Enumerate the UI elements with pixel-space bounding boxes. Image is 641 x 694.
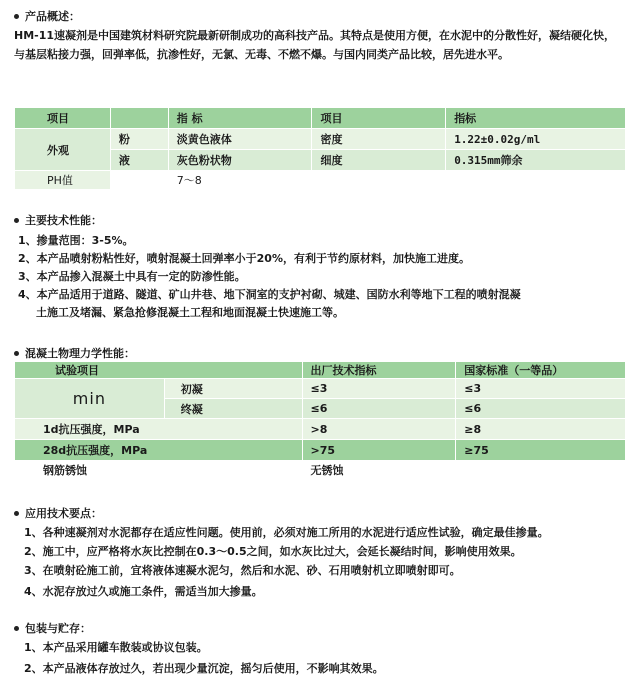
index-cell: 1.22±0.02g/ml bbox=[446, 129, 626, 150]
tech-heading bbox=[14, 212, 102, 228]
ph-label: PH值 bbox=[15, 171, 111, 190]
form-cell: 液 bbox=[110, 150, 168, 171]
overview-heading bbox=[14, 8, 80, 24]
bullet-icon bbox=[14, 626, 19, 631]
factory-cell: >75 bbox=[302, 440, 456, 461]
list-item: 3、在喷射砼施工前，宜将液体速凝水泥匀，然后和水泥、砂、石用喷射机立即喷射即可。 bbox=[24, 564, 461, 577]
list-item: 2、本产品喷射粉粘性好，喷射混凝土回弹率小于20%，有利于节约原材料，加快施工进度。 bbox=[18, 252, 470, 265]
table-row bbox=[15, 379, 626, 399]
national-cell: ≤3 bbox=[456, 379, 626, 399]
pack-heading bbox=[14, 620, 91, 636]
table-row bbox=[15, 461, 626, 480]
overview-heading-text: 产品概述： bbox=[25, 10, 80, 23]
factory-cell: 无锈蚀 bbox=[302, 461, 456, 480]
national-cell bbox=[456, 461, 626, 480]
item-cell: 细度 bbox=[312, 150, 446, 171]
item-cell: 密度 bbox=[312, 129, 446, 150]
factory-cell: ≤3 bbox=[302, 379, 456, 399]
table-row bbox=[15, 419, 626, 440]
mech-heading bbox=[14, 345, 135, 361]
app-heading bbox=[14, 505, 102, 521]
mechanical-header-row bbox=[15, 362, 626, 379]
set-label: 初凝 bbox=[164, 379, 302, 399]
form-cell: 粉 bbox=[110, 129, 168, 150]
overview-text: HM-11速凝剂是中国建筑材料研究院最新研制成功的高科技产品。其特点是使用方便，在水泥中的分散性好，凝结硬化快，与基层粘接力强，回弹率低，抗渗性好，无氯、无毒、不燃不爆。与国内同类产品比较，居先进水平。 bbox=[14, 29, 616, 61]
header-index: 指 标 bbox=[168, 108, 312, 129]
value-cell: 灰色粉状物 bbox=[168, 150, 312, 171]
header-item-2: 项目 bbox=[312, 108, 446, 129]
list-item: 土施工及堵漏、紧急抢修混凝土工程和地面混凝土快速施工等。 bbox=[36, 306, 344, 319]
list-item: 1、本产品采用罐车散装或协议包装。 bbox=[24, 641, 208, 654]
ph-value: 7～8 bbox=[168, 171, 312, 190]
national-cell: ≥75 bbox=[456, 440, 626, 461]
bullet-icon bbox=[14, 511, 19, 516]
list-item: 1、各种速凝剂对水泥都存在适应性问题。使用前，必须对施工所用的水泥进行适应性试验，确定最佳掺量。 bbox=[24, 526, 549, 539]
table-row bbox=[15, 129, 626, 150]
table-row bbox=[15, 171, 626, 190]
header-item: 项目 bbox=[15, 108, 111, 129]
properties-header-row bbox=[15, 108, 626, 129]
bullet-icon bbox=[14, 351, 19, 356]
header-national: 国家标准（一等品） bbox=[456, 362, 626, 379]
properties-table bbox=[14, 107, 626, 190]
row-label: 钢筋锈蚀 bbox=[15, 461, 303, 480]
header-test-item: 试验项目 bbox=[15, 362, 303, 379]
row-label: 1d抗压强度，MPa bbox=[15, 419, 303, 440]
mech-heading-text: 混凝土物理力学性能： bbox=[25, 347, 135, 360]
header-index-2: 指标 bbox=[446, 108, 626, 129]
set-label: 终凝 bbox=[164, 399, 302, 419]
list-item: 4、本产品适用于道路、隧道、矿山井巷、地下洞室的支护衬砌、城建、国防水利等地下工程的喷射混凝 bbox=[18, 288, 521, 301]
row-label: 28d抗压强度，MPa bbox=[15, 440, 303, 461]
national-cell: ≥8 bbox=[456, 419, 626, 440]
pack-heading-text: 包装与贮存： bbox=[25, 622, 91, 635]
table-row bbox=[15, 440, 626, 461]
bullet-icon bbox=[14, 218, 19, 223]
mechanical-table bbox=[14, 361, 626, 480]
list-item: 2、施工中，应严格将水灰比控制在0.3～0.5之间，如水灰比过大，会延长凝结时间，影响使用效果。 bbox=[24, 545, 522, 558]
value-cell: 淡黄色液体 bbox=[168, 129, 312, 150]
index-cell: 0.315mm筛余 bbox=[446, 150, 626, 171]
list-item: 3、本产品掺入混凝土中具有一定的防渗性能。 bbox=[18, 270, 246, 283]
tech-heading-text: 主要技术性能： bbox=[25, 214, 102, 227]
header-factory: 出厂技术指标 bbox=[302, 362, 456, 379]
app-heading-text: 应用技术要点： bbox=[25, 507, 102, 520]
min-label: min bbox=[15, 379, 165, 419]
national-cell: ≤6 bbox=[456, 399, 626, 419]
factory-cell: ≤6 bbox=[302, 399, 456, 419]
factory-cell: >8 bbox=[302, 419, 456, 440]
list-item: 2、本产品液体存放过久，若出现少量沉淀，摇匀后使用，不影响其效果。 bbox=[24, 662, 384, 675]
list-item: 4、水泥存放过久或施工条件，需适当加大掺量。 bbox=[24, 585, 263, 598]
bullet-icon bbox=[14, 14, 19, 19]
appearance-label: 外观 bbox=[15, 129, 111, 171]
list-item: 1、掺量范围：3-5%。 bbox=[18, 234, 134, 247]
